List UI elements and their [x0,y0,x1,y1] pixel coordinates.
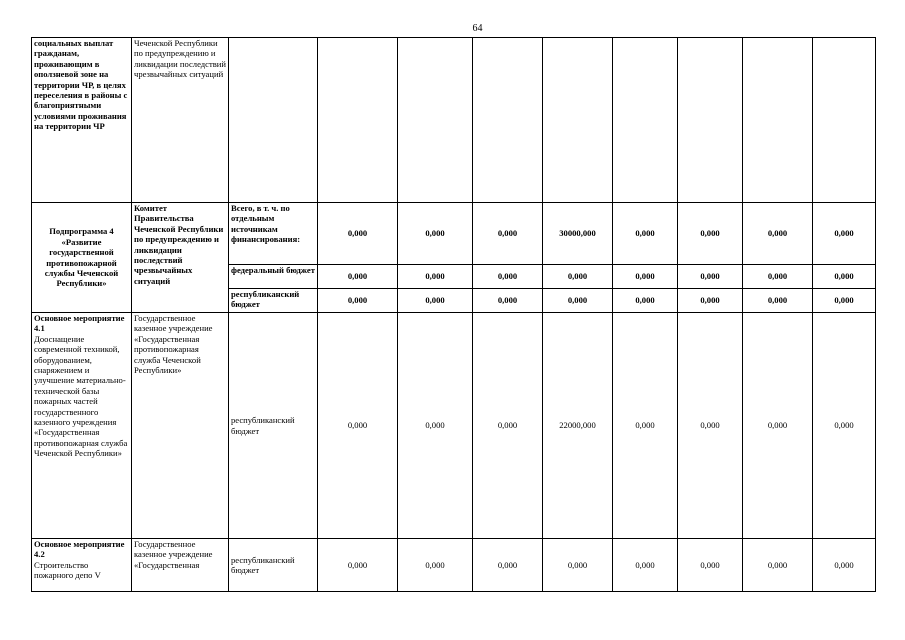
value-cell: 0,000 [543,289,613,313]
value-cell: 0,000 [613,539,678,592]
activity-number: Основное мероприятие 4.2 [34,539,125,560]
value-cell: 0,000 [613,289,678,313]
value-cell: 0,000 [473,313,543,539]
activity-description: Строительство пожарного депо V [34,559,101,581]
value-cell: 22000,000 [543,313,613,539]
table-row [32,313,876,539]
value-cell: 0,000 [613,313,678,539]
value-cell: 0,000 [398,289,473,313]
table-row [32,38,876,203]
page-number: 64 [472,23,483,34]
value-cell: 0,000 [543,539,613,592]
value-cell: 30000,000 [543,203,613,265]
value-cell: 0,000 [318,313,398,539]
value-cell: 0,000 [318,289,398,313]
value-cell: 0,000 [318,265,398,289]
value-cell: 0,000 [743,313,813,539]
value-cell [678,38,743,203]
value-cell: 0,000 [473,289,543,313]
value-cell: 0,000 [473,265,543,289]
value-cell: 0,000 [813,203,876,265]
value-cell: 0,000 [743,289,813,313]
value-cell [543,38,613,203]
value-cell: 0,000 [743,265,813,289]
executor-cell: Чеченской Республики по предупреждению и ликвидации последствий чрезвычайных ситуаций [132,38,229,203]
value-cell: 0,000 [743,539,813,592]
value-cell: 0,000 [813,289,876,313]
value-cell: 0,000 [813,265,876,289]
table-row [32,203,876,265]
executor-cell: Государственное казенное учреждение «Государственная [132,539,229,592]
executor-cell: Комитет Правительства Чеченской Республики по предупреждению и ликвидации последствий чрезвычайных ситуаций [132,203,229,313]
value-cell [398,38,473,203]
value-cell: 0,000 [398,539,473,592]
activity-name-cell: социальных выплат гражданам, проживающим в оползневой зоне на территории ЧР, в целях переселения в районы с благоприятными условиями проживания на территории ЧР [32,38,132,203]
budget-table [31,37,876,592]
activity-name-cell [32,313,132,539]
source-cell: федеральный бюджет [229,265,318,289]
source-cell: республиканский бюджет [229,539,318,592]
value-cell: 0,000 [473,539,543,592]
value-cell: 0,000 [678,265,743,289]
value-cell [743,38,813,203]
value-cell: 0,000 [318,203,398,265]
value-cell: 0,000 [473,203,543,265]
executor-cell: Государственное казенное учреждение «Государственная противопожарная служба Чеченской Республики» [132,313,229,539]
source-cell [229,38,318,203]
source-cell: республиканский бюджет [229,313,318,539]
value-cell: 0,000 [318,539,398,592]
table-row [32,539,876,592]
source-cell: Всего, в т. ч. по отдельным источникам финансирования: [229,203,318,265]
value-cell: 0,000 [678,539,743,592]
value-cell [473,38,543,203]
value-cell: 0,000 [398,203,473,265]
activity-number: Основное мероприятие 4.1 [34,313,125,334]
activity-description: Дооснащение современной техникой, оборудованием, снаряжением и улучшение материально-технической базы пожарных частей государственного казенного учреждения «Государственная противопожарная служба Чеченской Республики» [34,333,128,459]
subprogram-title-cell: Подпрограмма 4 «Развитие государственной противопожарной службы Чеченской Республики» [32,203,132,313]
value-cell: 0,000 [613,265,678,289]
source-cell: республиканский бюджет [229,289,318,313]
value-cell [813,38,876,203]
value-cell: 0,000 [613,203,678,265]
activity-name-cell [32,539,132,592]
value-cell [318,38,398,203]
value-cell: 0,000 [398,265,473,289]
value-cell: 0,000 [813,539,876,592]
value-cell: 0,000 [678,203,743,265]
value-cell: 0,000 [743,203,813,265]
value-cell: 0,000 [813,313,876,539]
value-cell: 0,000 [543,265,613,289]
value-cell: 0,000 [678,313,743,539]
value-cell: 0,000 [678,289,743,313]
value-cell [613,38,678,203]
value-cell: 0,000 [398,313,473,539]
